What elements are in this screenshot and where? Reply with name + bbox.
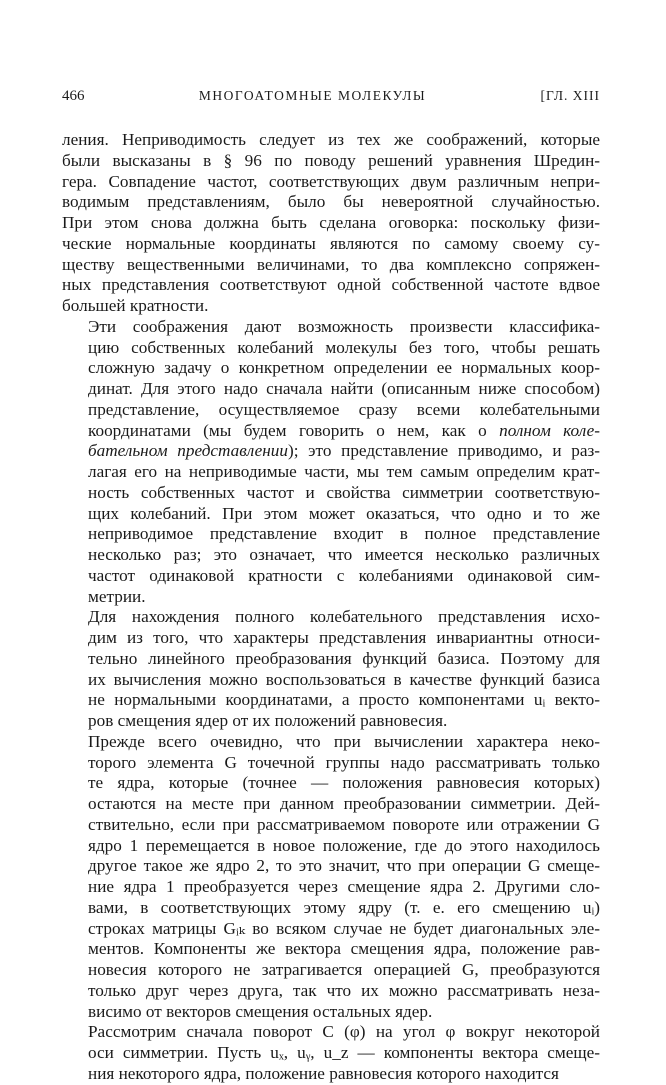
text-line: ядро 1 перемещается в новое положение, где до этого находилось (88, 835, 600, 855)
text-line: неприводимое представление входит в полное представление (88, 524, 600, 544)
text-line: щих колебаний. При этом может оказаться, что одно и то же (88, 503, 600, 523)
paragraph (62, 317, 600, 608)
text-line: гера. Совпадение частот, соответствующих двум различным непри- (62, 171, 600, 191)
paragraph (62, 130, 600, 317)
text-line: их вычисления можно воспользоваться в качестве функций базиса (88, 669, 600, 689)
text-line: те ядра, которые (точнее — положения равновесия которых) (88, 773, 600, 793)
text-line: новесия которого не затрагивается операцией G, преобразуются (88, 960, 600, 979)
paragraph (62, 607, 600, 732)
text-line: частот одинаковой кратности с колебаниями одинаковой сим- (88, 565, 600, 585)
text-line: Для нахождения полного колебательного представления исхо- (88, 607, 600, 627)
text-line: другое такое же ядро 2, то это значит, что при операции G смеще- (88, 856, 600, 876)
running-title: МНОГОАТОМНЫЕ МОЛЕКУЛЫ (198, 88, 427, 103)
text-line: При этом снова должна быть сделана оговорка: поскольку физи- (62, 213, 600, 232)
text-line: висимо от векторов смещения остальных ядер. (88, 1001, 433, 1021)
page-number: 466 (62, 88, 85, 104)
text-line: вами, в соответствующих этому ядру (т. е. его смещению uᵢ) (88, 897, 600, 917)
text-line: Прежде всего очевидно, что при вычислении характера неко- (88, 731, 600, 751)
text-line: лагая его на неприводимые части, мы тем самым определим крат- (88, 462, 600, 481)
text-line: ние ядра 1 преобразуется через смещение ядра 2. Другими сло- (88, 877, 600, 896)
text-line: метрии. (88, 586, 146, 606)
text-line: тельно линейного преобразования функций базиса. Поэтому для (88, 648, 600, 668)
text-line: торого элемента G точечной группы надо рассматривать только (88, 752, 600, 772)
text-line: ность собственных частот и свойства симметрии соответствую- (88, 482, 600, 502)
text-line: большей кратности. (62, 296, 209, 315)
text-line: остаются на месте при данном преобразовании симметрии. Дей- (88, 794, 600, 813)
text-line: ных представления соответствуют одной собственной частоте вдвое (62, 275, 600, 295)
text-line: Рассмотрим сначала поворот C (φ) на угол φ вокруг некоторой (88, 1022, 600, 1042)
text-line: не нормальными координатами, а просто компонентами uᵢ векто- (88, 690, 600, 710)
body-text (62, 130, 600, 1085)
text-line: цию собственных колебаний молекулы без того, чтобы решать (88, 337, 600, 357)
text-line: дим из того, что характеры представления инвариантны относи- (88, 628, 600, 647)
text-line: представление, осуществляемое сразу всеми колебательными (88, 399, 600, 419)
text-line: ществу вещественными величинами, то два комплексно сопряжен- (62, 254, 600, 274)
text-line: ствительно, если при рассматриваемом повороте или отражении G (88, 814, 600, 834)
text-line: сложную задачу о конкретном определении ее нормальных коор- (88, 358, 600, 378)
text-line: водимым представлениям, было бы невероятной случайностью. (62, 192, 600, 212)
text-line: ния некоторого ядра, положение равновесия которого находится (88, 1063, 559, 1083)
text-line: строках матрицы Gᵢₖ во всяком случае не будет диагональных эле- (88, 918, 600, 938)
text-line: ческие нормальные координаты являются по самому своему су- (62, 233, 600, 253)
text-line: только друг через друга, так что их можно рассматривать неза- (88, 980, 600, 1000)
running-header (62, 88, 600, 114)
text-line: были высказаны в § 96 по поводу решений уравнения Шредин- (62, 150, 600, 170)
paragraph (62, 732, 600, 1023)
text-line: координатами (мы будем говорить о нем, как о полном коле- (88, 420, 600, 440)
text-line: ментов. Компоненты же вектора смещения ядра, положение рав- (88, 939, 600, 959)
text-line: ров смещения ядер от их положений равновесия. (88, 711, 448, 730)
chapter-marker: [ГЛ. XIII (540, 88, 600, 103)
text-line: бательном представлении); это представление приводимо, и раз- (88, 441, 600, 461)
text-line: ления. Неприводимость следует из тех же соображений, которые (62, 130, 600, 149)
text-line: Эти соображения дают возможность произвести классифика- (88, 316, 600, 336)
paragraph (62, 1022, 600, 1084)
text-line: динат. Для этого надо сначала найти (описанным ниже способом) (88, 379, 600, 398)
book-page (62, 88, 600, 1085)
text-line: оси симметрии. Пусть uₓ, uᵧ, u_z — компоненты вектора смеще- (88, 1043, 600, 1062)
text-line: несколько раз; это означает, что имеется несколько различных (88, 545, 600, 564)
